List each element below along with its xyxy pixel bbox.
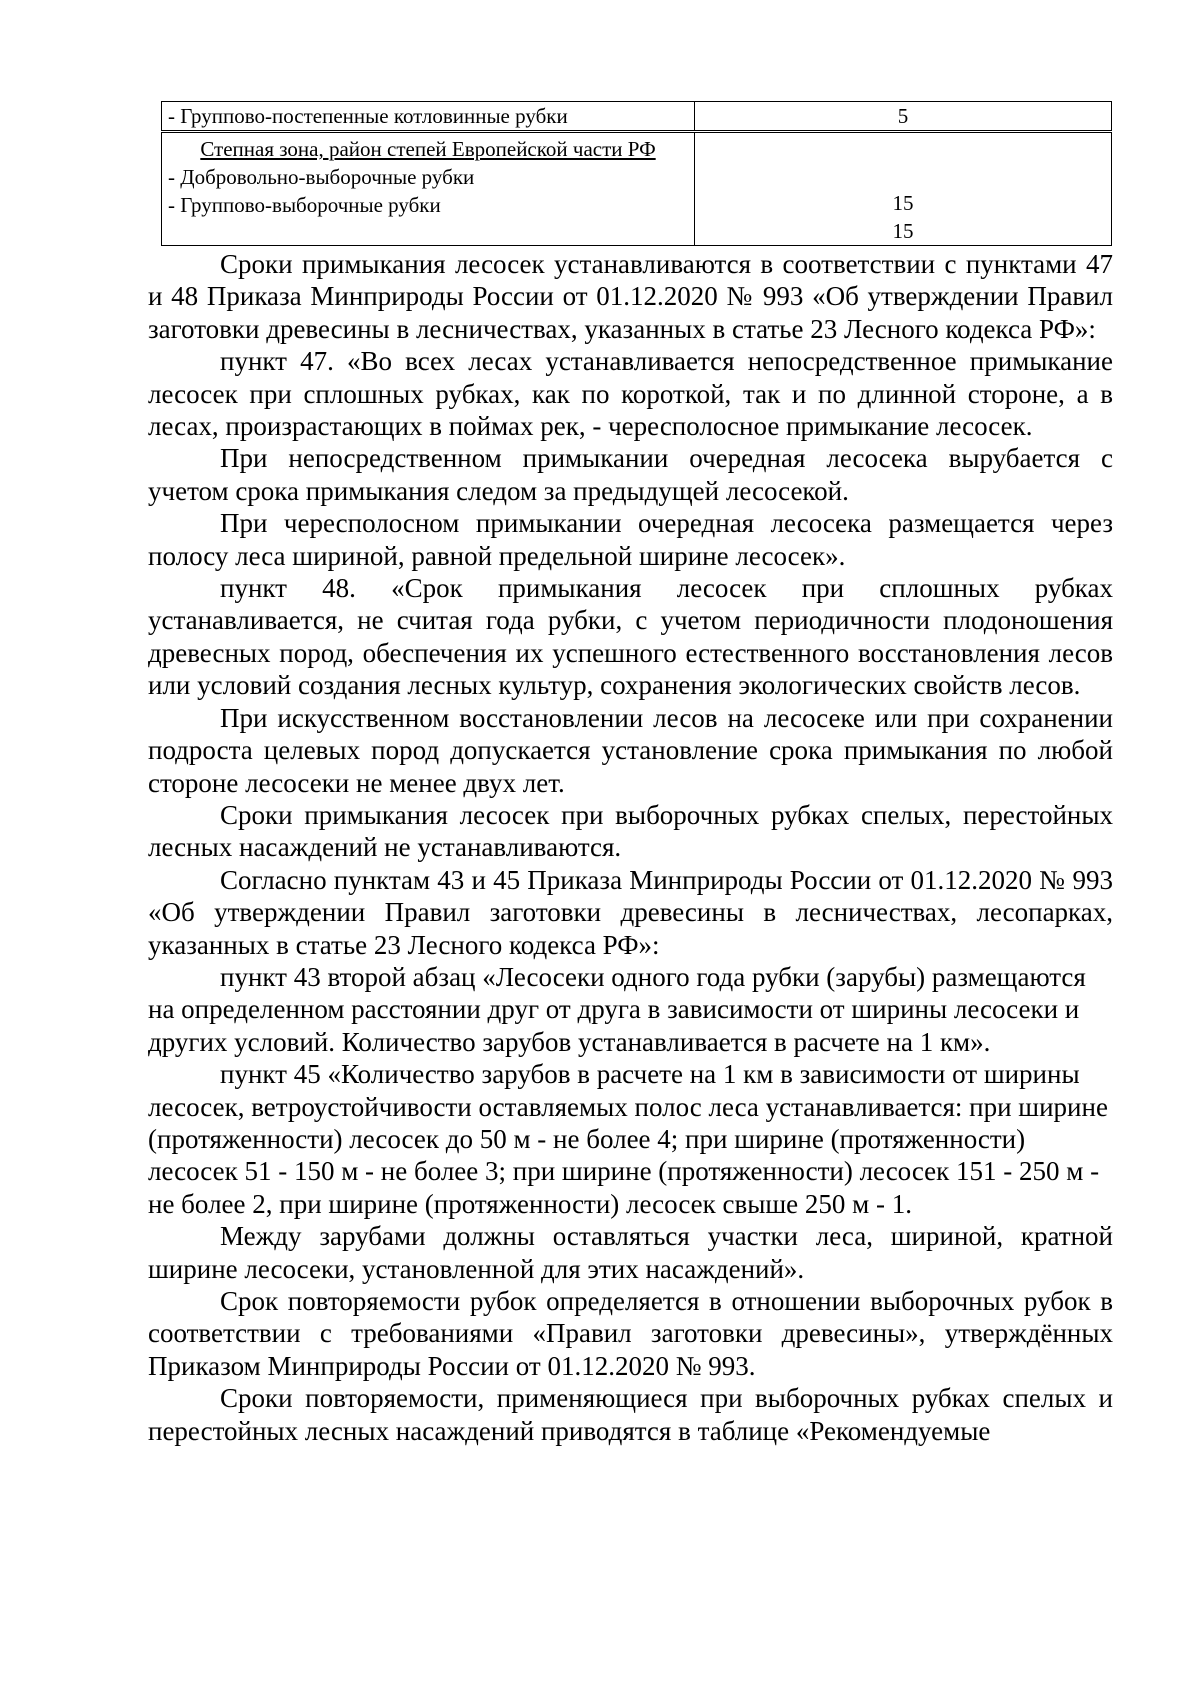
table-row-value: 15: [892, 219, 914, 243]
paragraph: Сроки примыкания лесосек при выборочных рубках спелых, перестойных лесных насаждений не устанавливаются.: [148, 799, 1113, 863]
table-row: [162, 102, 1112, 132]
paragraph: Сроки повторяемости, применяющиеся при выборочных рубках спелых и перестойных лесных насаждений приводятся в таблице «Рекомендуемые: [148, 1383, 1113, 1446]
paragraph: Согласно пунктам 43 и 45 Приказа Минприроды России от 01.12.2020 № 993 «Об утверждении Правил заготовки древесины в лесничествах, лесопарках, указанных в статье 23 Лесного кодекса РФ»:: [148, 864, 1113, 960]
table-row-value: 15: [892, 191, 914, 215]
paragraph: При непосредственном примыкании очередная лесосека вырубается с учетом срока примыкания следом за предыдущей лесосекой.: [148, 443, 1113, 506]
cutting-table: [161, 101, 1112, 246]
paragraph: При искусственном восстановлении лесов на лесосеке или при сохранении подроста целевых пород допускается установление срока примыкания по любой стороне лесосеки не менее двух лет.: [148, 702, 1113, 798]
table-cell-value: [695, 132, 1112, 246]
paragraph: Между зарубами должны оставляться участки леса, шириной, кратной ширине лесосеки, установленной для этих насаждений».: [148, 1221, 1113, 1284]
table-cell-label: [162, 132, 695, 246]
paragraph: пункт 45 «Количество зарубов в расчете на 1 км в зависимости от ширины лесосек, ветроустойчивости оставляемых полос леса устанавливается: при ширине (протяженности) лесосек до 50 м - не более 4; при ширине (протяженности) лесосек 51 - 150 м - не более 3; при ширине (протяженности) лесосек 151 - 250 м - не более 2, при ширине (протяженности) лесосек свыше 250 м - 1.: [148, 1059, 1108, 1219]
paragraph: пункт 47. «Во всех лесах устанавливается непосредственное примыкание лесосек при сплошных рубках, как по короткой, так и по длинной стороне, а в лесах, произрастающих в поймах рек, - чересполосное примыкание лесосек.: [148, 346, 1113, 442]
paragraph: Сроки примыкания лесосек устанавливаются в соответствии с пунктами 47 и 48 Приказа Минприроды России от 01.12.2020 № 993 «Об утверждении Правил заготовки древесины в лесничествах, указанных в статье 23 Лесного кодекса РФ»:: [148, 249, 1113, 344]
body-text: [148, 248, 1113, 1447]
table-row-label: - Добровольно-выборочные рубки: [168, 165, 475, 189]
table-row-label: - Группово-выборочные рубки: [168, 193, 441, 217]
zone-header: Степная зона, район степей Европейской части РФ: [200, 137, 656, 161]
table-row: [162, 132, 1112, 246]
table-cell-label: - Группово-постепенные котловинные рубки: [162, 102, 695, 132]
paragraph: пункт 48. «Срок примыкания лесосек при сплошных рубках устанавливается, не считая года рубки, с учетом периодичности плодоношения древесных пород, обеспечения их успешного естественного восстановления лесов или условий создания лесных культур, сохранения экологических свойств лесов.: [148, 573, 1113, 701]
paragraph: При чересполосном примыкании очередная лесосека размещается через полосу леса шириной, равной предельной ширине лесосек».: [148, 508, 1113, 571]
paragraph: Срок повторяемости рубок определяется в отношении выборочных рубок в соответствии с требованиями «Правил заготовки древесины», утверждённых Приказом Минприроды России от 01.12.2020 № 993.: [148, 1286, 1113, 1381]
table-cell-value: 5: [695, 102, 1112, 132]
paragraph: пункт 43 второй абзац «Лесосеки одного года рубки (зарубы) размещаются на определенном расстоянии друг от друга в зависимости от ширины лесосеки и других условий. Количество зарубов устанавливается в расчете на 1 км».: [148, 961, 1086, 1057]
